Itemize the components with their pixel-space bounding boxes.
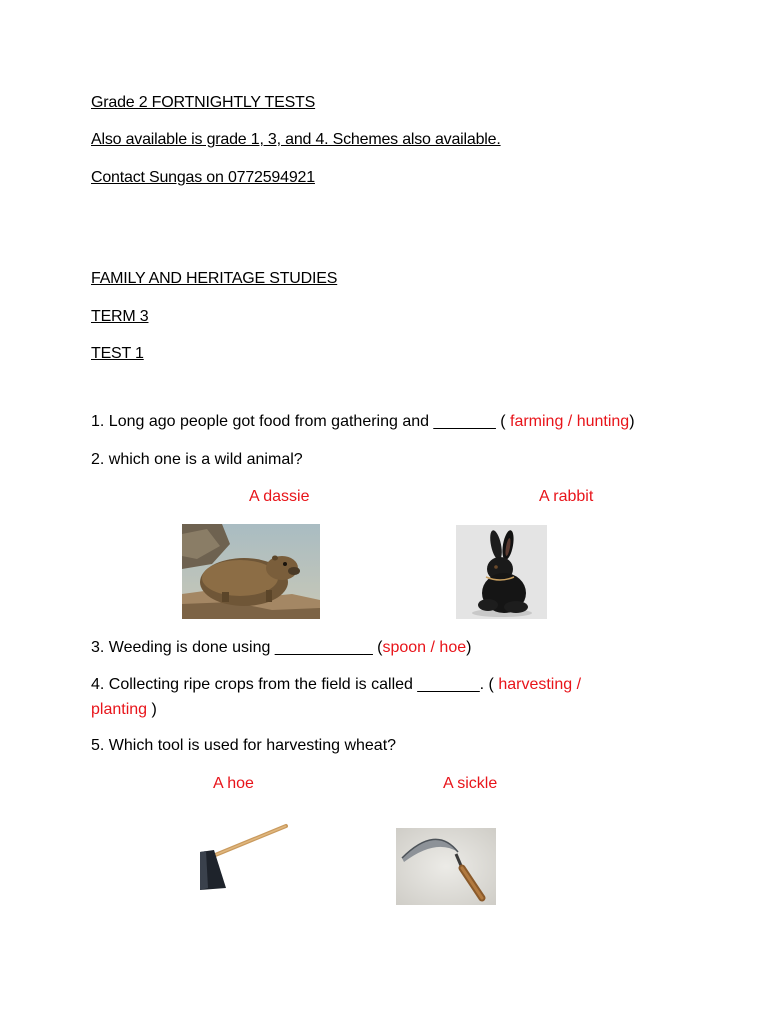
question-4-options-line1: harvesting / — [498, 676, 582, 693]
hoe-image — [196, 822, 288, 894]
contact-line: Contact Sungas on 0772594921 — [91, 169, 315, 186]
question-1-text: 1. Long ago people got food from gathering and _______ ( — [91, 413, 510, 430]
question-3-options: spoon / hoe — [382, 639, 467, 656]
question-2: 2. which one is a wild animal? — [91, 451, 303, 468]
question-4-options-line2: planting — [91, 701, 148, 718]
test-heading: TEST 1 — [91, 345, 144, 362]
question-4 — [91, 676, 581, 694]
question-4-close: ) — [147, 701, 157, 718]
availability-note: Also available is grade 1, 3, and 4. Schemes also available. — [91, 131, 501, 148]
dassie-image — [182, 524, 320, 619]
question-1-options: farming / hunting — [510, 413, 630, 430]
choice-sickle-label: A sickle — [443, 775, 498, 792]
choice-hoe-label: A hoe — [213, 775, 254, 792]
subject-heading: FAMILY AND HERITAGE STUDIES — [91, 270, 338, 287]
question-1 — [91, 413, 635, 431]
question-3-text: 3. Weeding is done using ___________ ( — [91, 639, 383, 656]
title: Grade 2 FORTNIGHTLY TESTS — [91, 94, 316, 111]
sickle-image — [396, 828, 496, 905]
question-4-text: 4. Collecting ripe crops from the field is called _______. ( — [91, 676, 499, 693]
question-3-close: ) — [466, 639, 472, 656]
question-1-close: ) — [629, 413, 635, 430]
term-heading: TERM 3 — [91, 308, 149, 325]
choice-dassie-label: A dassie — [249, 488, 310, 505]
rabbit-image — [456, 525, 547, 619]
question-4-continuation — [91, 701, 157, 719]
question-3 — [91, 639, 471, 657]
choice-rabbit-label: A rabbit — [539, 488, 594, 505]
question-5: 5. Which tool is used for harvesting wheat? — [91, 737, 397, 754]
